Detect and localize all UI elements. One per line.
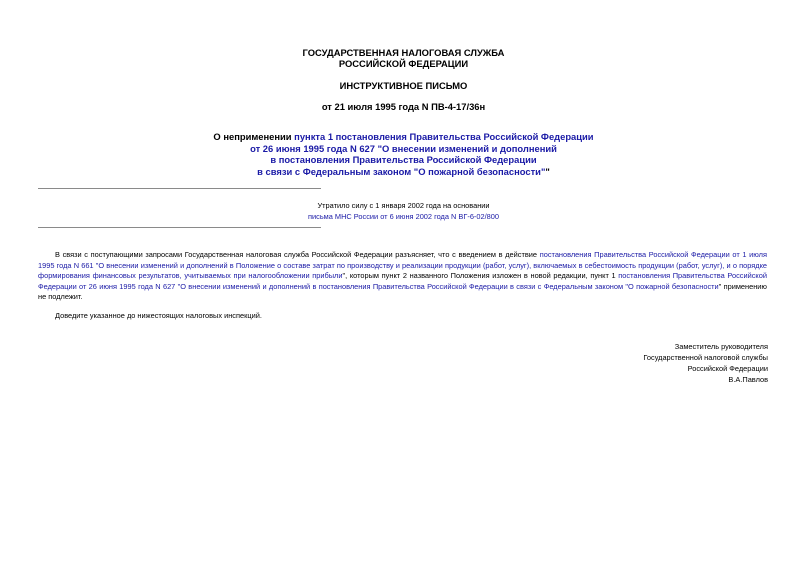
document-date: от 21 июля 1995 года N ПВ-4-17/36н [321, 101, 486, 112]
signature-line-1: Заместитель руководителя [674, 342, 768, 351]
agency-name [0, 47, 807, 69]
title-line-2 [0, 143, 807, 155]
body-paragraph-1 [38, 250, 767, 303]
body-paragraph-2: Доведите указанное до нижестоящих налоговых инспекций. [55, 311, 262, 320]
title-link-4[interactable]: в связи с Федеральным законом "О пожарной безопасности" [257, 165, 546, 177]
title-link-2[interactable]: от 26 июня 1995 года N 627 "О внесении изменений и дополнений [250, 142, 557, 154]
p1-link-1[interactable]: постановления Правительства Российской Федерации от 1 июля 1995 года N 661 "О внесении изменений и дополнений в Положение о составе затрат по производству и реализации продукции (работ, услуг), включаемых в себестоимость продукции (работ, услуг), и о порядке формирования финансовых результатов, учитываемых при налогообложении прибыли [38, 250, 767, 280]
signature-line-2: Государственной налоговой службы [643, 353, 768, 362]
title-line-1 [0, 131, 807, 143]
title-link-1[interactable]: пункта 1 постановления Правительства Российской Федерации [294, 131, 594, 142]
signature-block [643, 341, 768, 385]
title-suffix: " [545, 165, 550, 177]
status-note [0, 201, 807, 222]
status-note-text: Утратило силу с 1 января 2002 года на основании [317, 201, 490, 210]
separator-bottom [38, 227, 321, 228]
p1-text-2: ", которым пункт 2 названного Положения изложен в новой редакции, пункт 1 [342, 271, 619, 280]
p1-link-2[interactable]: постановления Правительства Российской Федерации от 26 июня 1995 года N 627 "О внесении изменений и дополнений в постановления Правительства Российской Федерации в связи с Федеральным законом "О пожарной безопасности [38, 271, 767, 291]
document-type: ИНСТРУКТИВНОЕ ПИСЬМО [339, 80, 468, 91]
agency-line-2: РОССИЙСКОЙ ФЕДЕРАЦИИ [338, 58, 469, 69]
signature-line-3: Российской Федерации [687, 364, 768, 373]
title-line-3 [0, 154, 807, 166]
status-note-link[interactable]: письма МНС России от 6 июня 2002 года N ВГ-6-02/800 [308, 211, 499, 221]
document-title [0, 131, 807, 177]
p1-text-1: В связи с поступающими запросами Государственная налоговая служба Российской Федерации разъясняет, что с введением в действие [55, 250, 540, 259]
title-line-4 [0, 166, 807, 178]
title-link-3[interactable]: в постановления Правительства Российской Федерации [270, 154, 537, 165]
p1-text-3: " применению не подлежит. [38, 281, 767, 301]
separator-top [38, 188, 321, 189]
agency-line-1: ГОСУДАРСТВЕННАЯ НАЛОГОВАЯ СЛУЖБА [302, 47, 505, 58]
title-prefix: О неприменении [213, 131, 295, 142]
signature-name: В.А.Павлов [728, 375, 768, 384]
